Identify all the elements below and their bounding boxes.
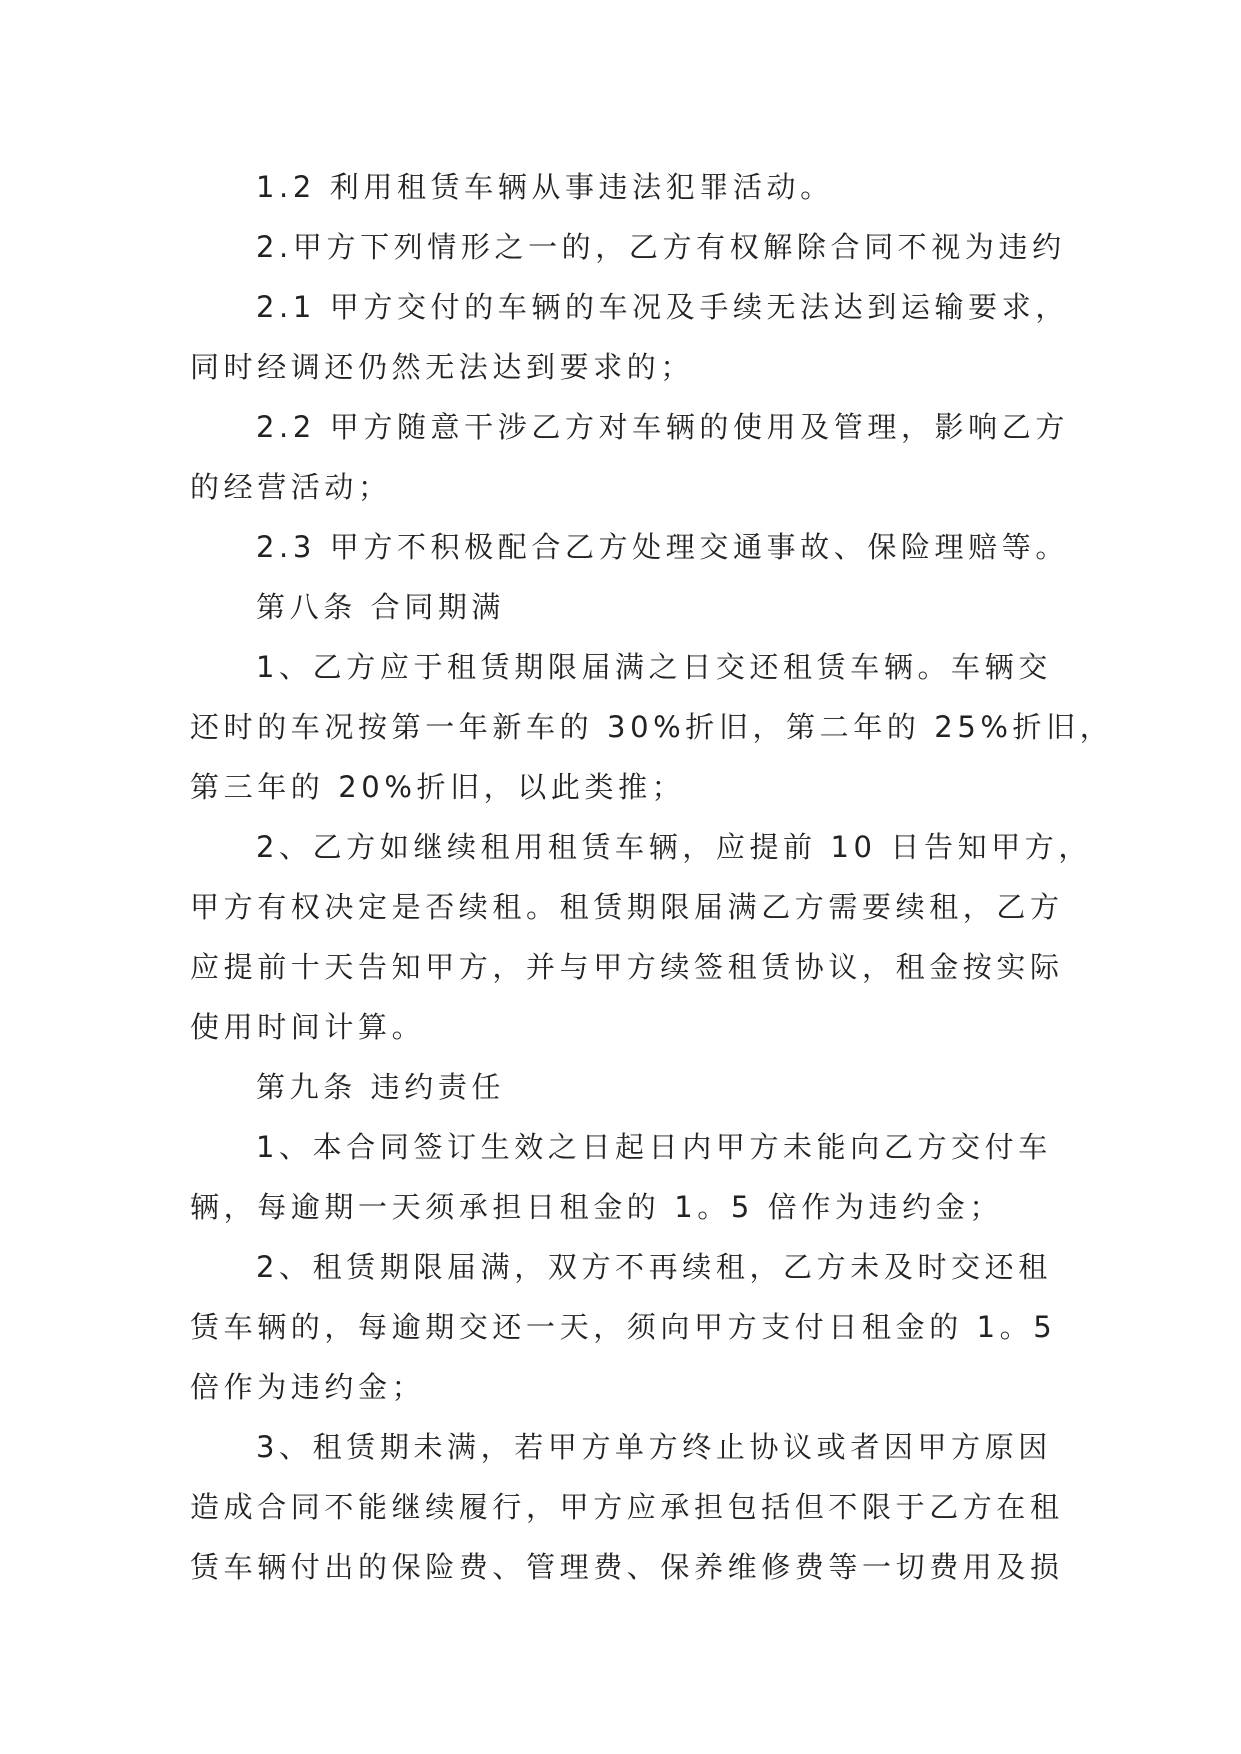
text-line: 造成合同不能继续履行，甲方应承担包括但不限于乙方在租 bbox=[190, 1490, 1064, 1524]
text-line: 1.2 利用租赁车辆从事违法犯罪活动。 bbox=[256, 170, 834, 204]
section-heading: 第八条 合同期满 bbox=[256, 590, 506, 624]
text-line: 的经营活动； bbox=[190, 470, 392, 504]
text-line: 第三年的 20%折旧，以此类推； bbox=[190, 770, 686, 804]
text-line: 赁车辆的，每逾期交还一天，须向甲方支付日租金的 1。5 bbox=[190, 1310, 1057, 1344]
section-heading: 第九条 违约责任 bbox=[256, 1070, 506, 1104]
text-line: 使用时间计算。 bbox=[190, 1010, 426, 1044]
text-line: 3、租赁期未满，若甲方单方终止协议或者因甲方原因 bbox=[256, 1430, 1052, 1464]
text-line: 1、乙方应于租赁期限届满之日交还租赁车辆。车辆交 bbox=[256, 650, 1052, 684]
text-line: 2、租赁期限届满，双方不再续租，乙方未及时交还租 bbox=[256, 1250, 1052, 1284]
text-line: 2.甲方下列情形之一的，乙方有权解除合同不视为违约 bbox=[256, 230, 1066, 264]
text-line: 倍作为违约金； bbox=[190, 1370, 426, 1404]
text-line: 1、本合同签订生效之日起日内甲方未能向乙方交付车 bbox=[256, 1130, 1052, 1164]
text-line: 应提前十天告知甲方，并与甲方续签租赁协议，租金按实际 bbox=[190, 950, 1064, 984]
document-body bbox=[190, 157, 1114, 1597]
text-line: 甲方有权决定是否续租。租赁期限届满乙方需要续租，乙方 bbox=[190, 890, 1064, 924]
text-line: 同时经调还仍然无法达到要求的； bbox=[190, 350, 695, 384]
text-line: 2.1 甲方交付的车辆的车况及手续无法达到运输要求， bbox=[256, 290, 1069, 324]
text-line: 2.3 甲方不积极配合乙方处理交通事故、保险理赔等。 bbox=[256, 530, 1069, 564]
text-line: 辆，每逾期一天须承担日租金的 1。5 倍作为违约金； bbox=[190, 1190, 1003, 1224]
text-line: 2.2 甲方随意干涉乙方对车辆的使用及管理，影响乙方 bbox=[256, 410, 1069, 444]
text-line: 2、乙方如继续租用租赁车辆，应提前 10 日告知甲方， bbox=[256, 830, 1092, 864]
text-line: 还时的车况按第一年新车的 30%折旧，第二年的 25%折旧， bbox=[190, 710, 1114, 744]
text-line: 赁车辆付出的保险费、管理费、保养维修费等一切费用及损 bbox=[190, 1550, 1064, 1584]
